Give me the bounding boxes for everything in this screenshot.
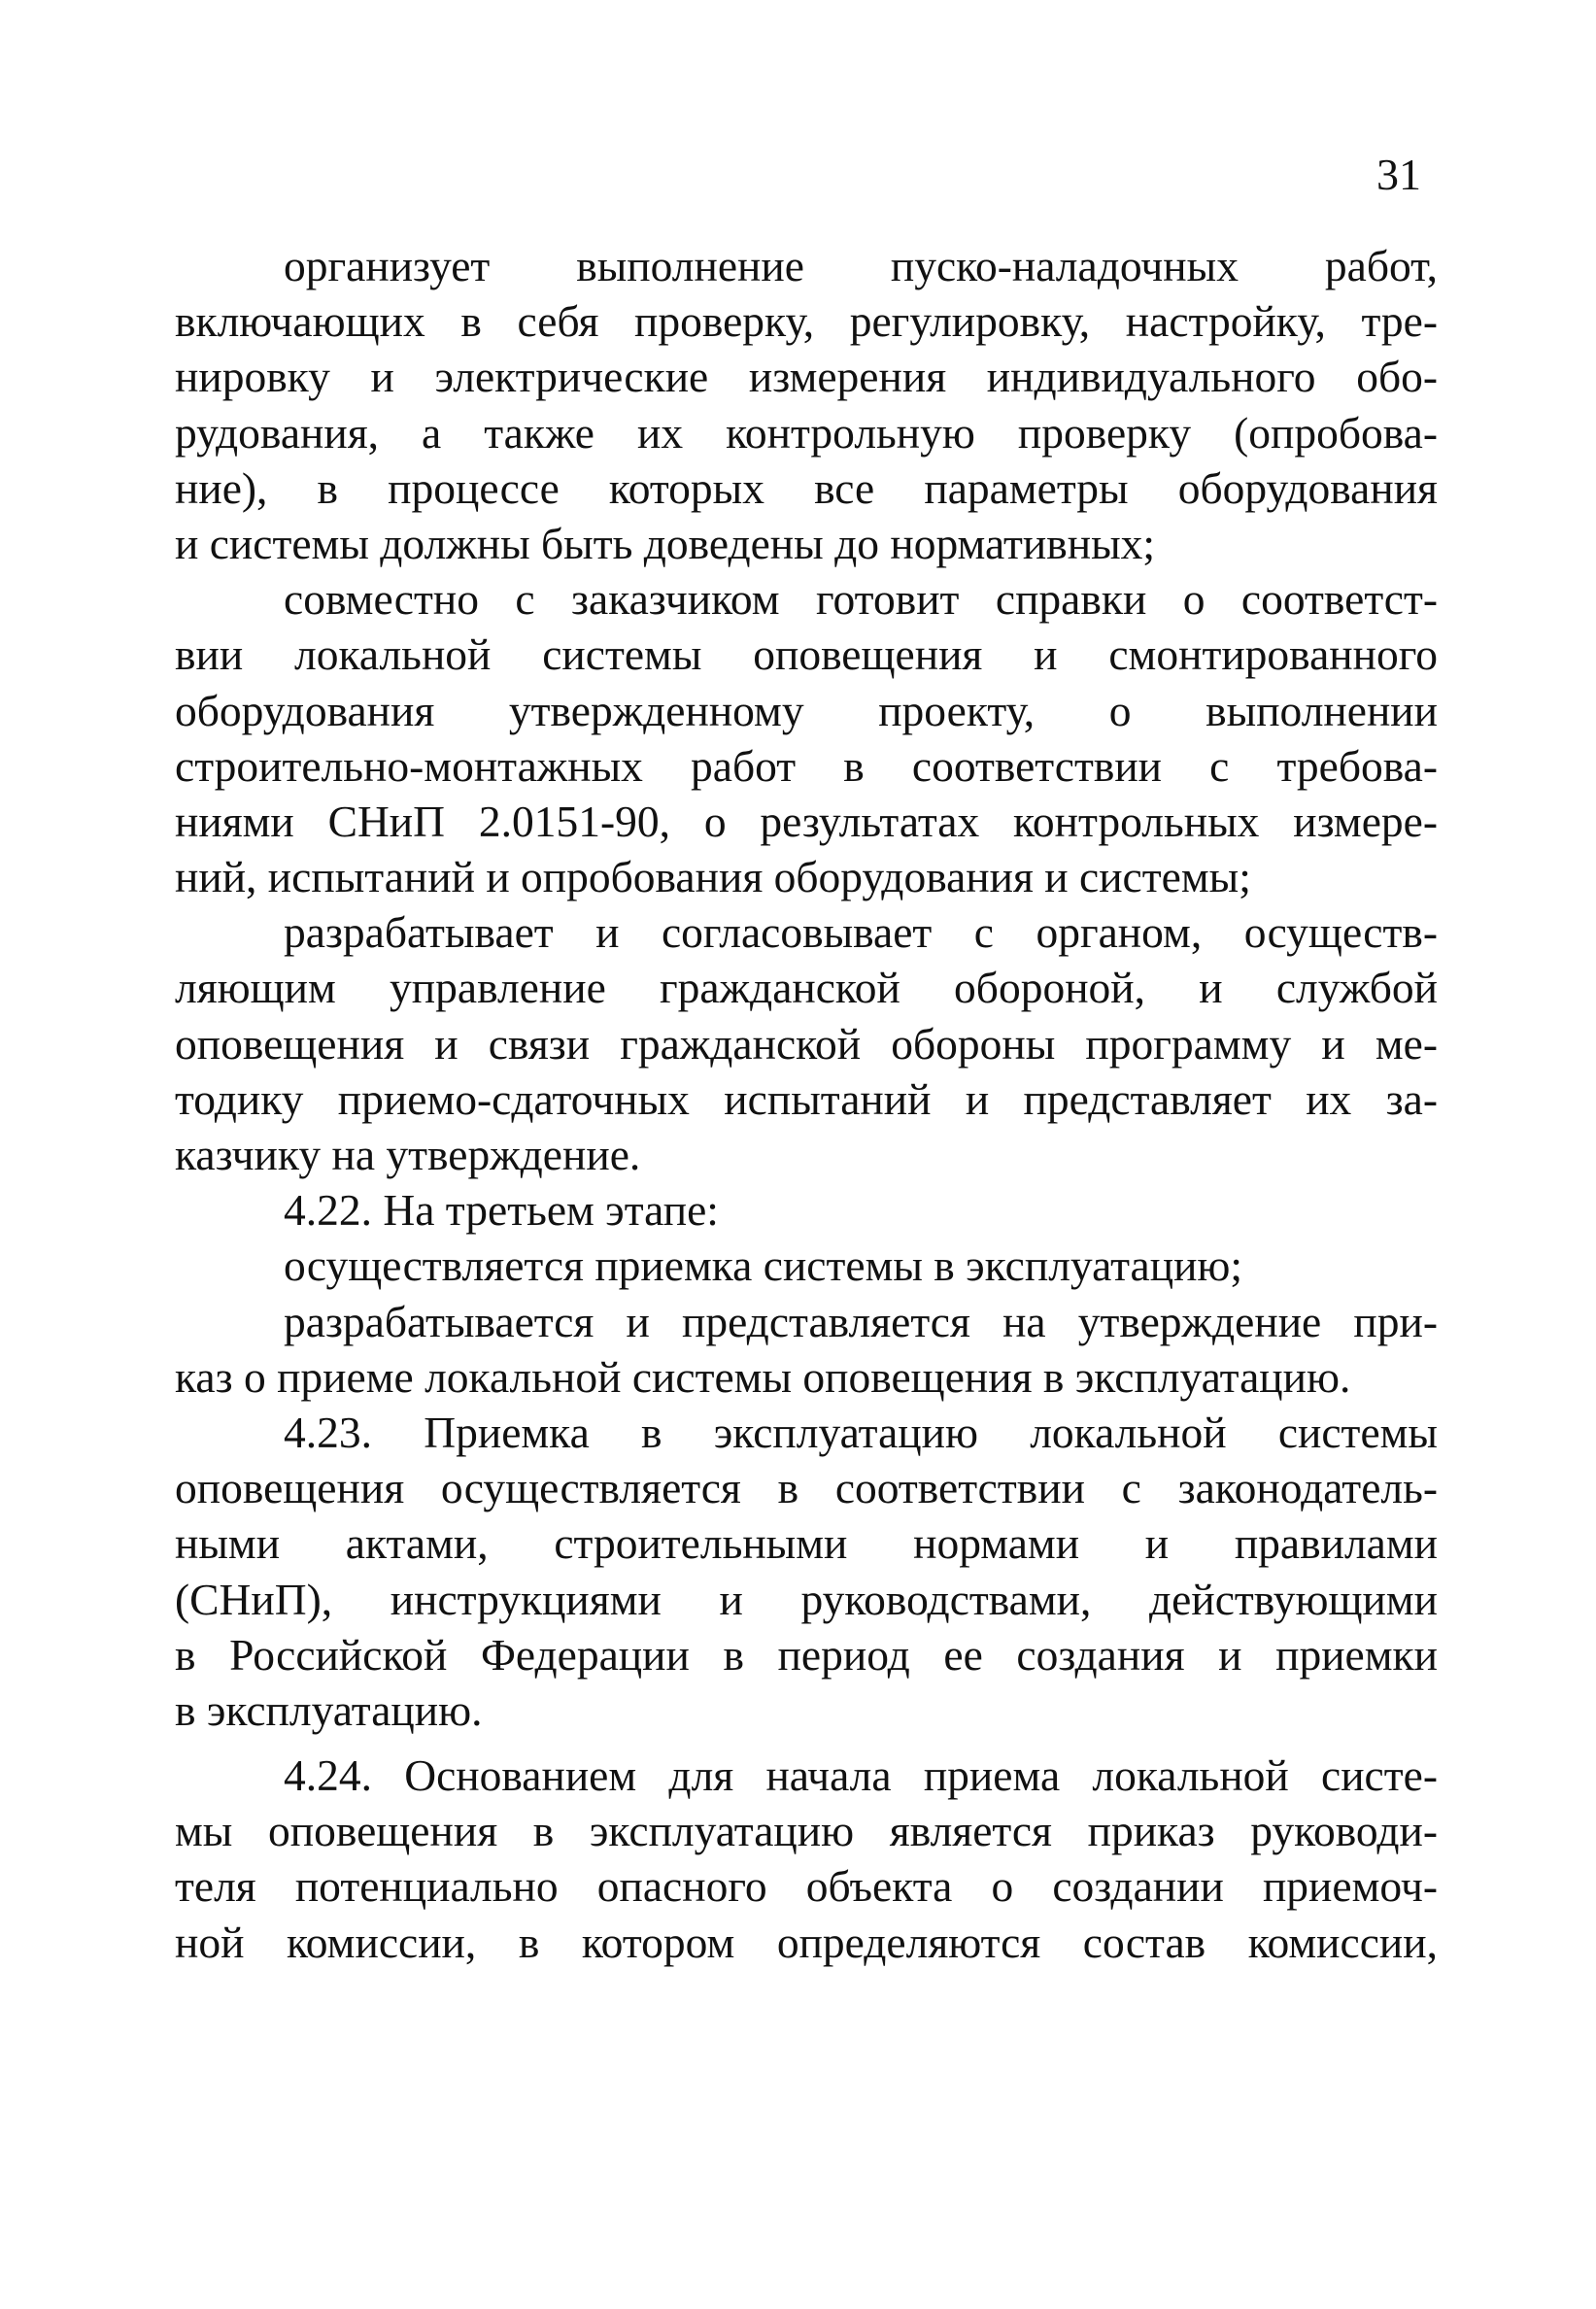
paragraph (175, 1748, 1438, 1970)
paragraph-line: рудования, а также их контрольную проверку (опробова- (175, 407, 1438, 458)
paragraph-line: 4.22. На третьем этапе: (284, 1185, 719, 1236)
paragraph-line: в Российской Федерации в период ее создания и приемки (175, 1629, 1438, 1680)
paragraph (175, 1238, 1438, 1293)
paragraph-line: (СНиП), инструкциями и руководствами, действующими (175, 1574, 1438, 1624)
paragraph-line: разрабатывает и согласовывает с органом, осуществ- (284, 907, 1438, 958)
section-heading (175, 1182, 1438, 1238)
paragraph-line: организует выполнение пуско-наладочных работ, (284, 241, 1438, 290)
page-number: 31 (1376, 150, 1421, 199)
paragraph-line: тодику приемо-сдаточных испытаний и представляет их за- (175, 1073, 1438, 1124)
paragraph (175, 238, 1438, 571)
paragraph-line: ной комиссии, в котором определяются состав комиссии, (175, 1917, 1438, 1967)
paragraph-line: ляющим управление гражданской обороной, и службой (175, 963, 1438, 1013)
paragraph-line: 4.24. Основанием для начала приема локальной систе- (284, 1750, 1438, 1801)
paragraph-line: ний, испытаний и опробования оборудования и системы; (175, 852, 1251, 902)
paragraph-line: вии локальной системы оповещения и смонтированного (175, 629, 1438, 680)
paragraph-line: и системы должны быть доведены до нормативных; (175, 518, 1156, 568)
paragraph-gap (175, 1738, 1438, 1748)
paragraph-line: 4.23. Приемка в эксплуатацию локальной системы (284, 1407, 1438, 1457)
paragraph-line: разрабатывается и представляется на утверждение при- (284, 1296, 1438, 1346)
paragraph (175, 1405, 1438, 1738)
paragraph-line: ниями СНиП 2.0151-90, о результатах контрольных измере- (175, 796, 1438, 846)
paragraph-line: строительно-монтажных работ в соответствии с требова- (175, 740, 1438, 791)
paragraph-line: осуществляется приемка системы в эксплуатацию; (284, 1240, 1243, 1291)
paragraph-line: казчику на утверждение. (175, 1130, 641, 1179)
paragraph-line: оборудования утвержденному проекту, о выполнении (175, 685, 1438, 735)
paragraph-line: ние), в процессе которых все параметры оборудования (175, 462, 1438, 513)
paragraph-line: совместно с заказчиком готовит справки о соответст- (284, 574, 1438, 625)
paragraph-line: в эксплуатацию. (175, 1684, 483, 1735)
paragraph-line: мы оповещения в эксплуатацию является приказ руководи- (175, 1806, 1438, 1856)
paragraph (175, 571, 1438, 904)
paragraph-line: оповещения осуществляется в соответствии с законодатель- (175, 1463, 1438, 1513)
paragraph-line: включающих в себя проверку, регулировку, настройку, тре- (175, 296, 1438, 347)
paragraph-line: теля потенциально опасного объекта о создании приемоч- (175, 1861, 1438, 1912)
paragraph-line: ными актами, строительными нормами и правилами (175, 1518, 1438, 1569)
paragraph-line: нировку и электрические измерения индивидуального обо- (175, 352, 1438, 402)
paragraph (175, 1294, 1438, 1405)
paragraph (175, 904, 1438, 1182)
document-body (175, 238, 1438, 1970)
paragraph-line: каз о приеме локальной системы оповещения в эксплуатацию. (175, 1351, 1351, 1402)
paragraph-line: оповещения и связи гражданской обороны программу и ме- (175, 1018, 1438, 1069)
